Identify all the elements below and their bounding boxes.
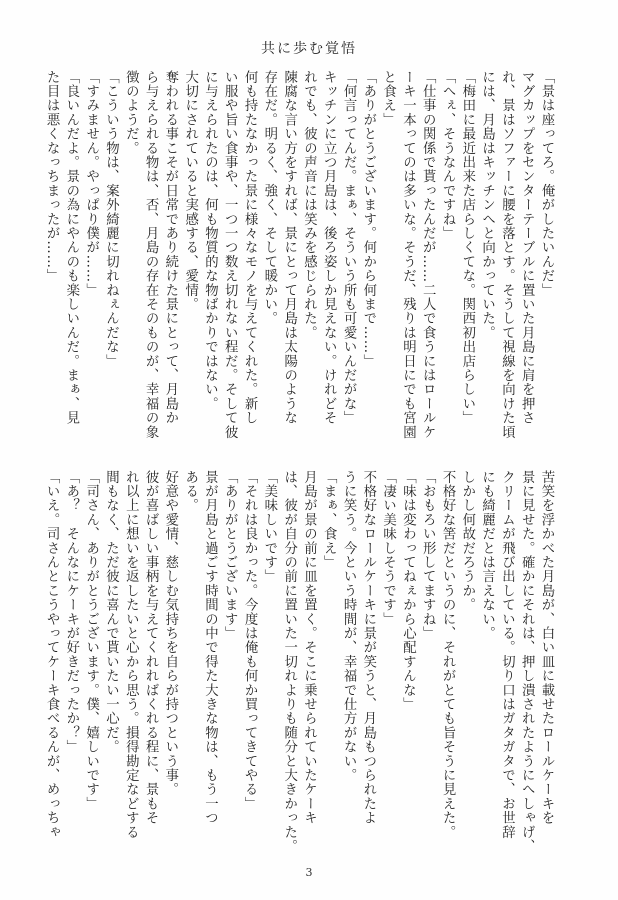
text-column: 苦笑を浮かべた月島が、白い皿に載せたロールケーキを — [539, 470, 554, 825]
text-column: は、彼が自分の前に置いた一切れよりも随分と大きかった。 — [281, 470, 297, 854]
text-column: にも綺麗だとは言えない。 — [479, 470, 495, 641]
text-column: 存在だ。明るく、強く、そして暖かい。 — [261, 70, 277, 326]
text-column: れ、景はソファーに腰を落とす。そうして視線を向けた頃 — [499, 70, 515, 440]
text-column: 好意や愛情、慈しむ気持ちを自らが持つという事。 — [162, 470, 178, 797]
text-column: 景が月島と過ごす時間の中で得た大きな物は、もう一つ — [202, 470, 218, 825]
text-column: 陳腐な言い方をすれば、景にとって月島は太陽のような — [281, 70, 297, 425]
text-column: と食え」 — [380, 70, 396, 127]
text-column: キッチンに立つ月島は、後ろ姿しか見えない。けれどそ — [321, 70, 337, 425]
text-column: 「すみません。やっぱり僕が……」 — [83, 70, 99, 298]
text-column: 「へぇ、そうなんですね」 — [440, 70, 456, 241]
text-column: れ以上に想いを返したいと心から思う。損得勘定などする — [123, 470, 139, 840]
text-block-top — [41, 70, 556, 454]
chapter-title: 共に歩む覚悟 — [261, 41, 357, 57]
text-column: 「司さん、ありがとうございます。僕、嬉しいです」 — [83, 470, 99, 811]
text-column: 「凄い美味しそうです」 — [380, 470, 396, 627]
text-column: 景に見せた。確かにそれは、押し潰されたようにへしゃげ、 — [519, 470, 535, 854]
text-column: マグカップをセンターテーブルに置いた月島に肩を押さ — [519, 70, 535, 425]
page-number: 3 — [305, 866, 313, 879]
text-column: 月島が景の前に皿を置く。そこに乗せられていたケーキ — [301, 470, 317, 825]
text-column: 奪われる事こそが日常であり続けた景にとって、月島か — [162, 70, 178, 425]
text-column: 不格好なロールケーキに景が笑うと、月島もつられたよ — [360, 470, 376, 825]
text-column: 「味は変わってねぇから心配すんな」 — [400, 470, 416, 712]
text-column: 「梅田に最近出来た店らしくてな。関西初出店らしい」 — [459, 70, 475, 425]
text-column: うに笑う。今という時間が、幸福で仕方がない。 — [341, 470, 357, 783]
text-column: た目は悪くなっちまったが……」 — [44, 70, 60, 283]
text-column: 「仕事の関係で貰ったんだが……二人で食うにはロールケ — [420, 70, 436, 440]
text-block-bottom — [41, 470, 556, 854]
text-column: しかし何故だろうか。 — [459, 470, 475, 612]
text-column: 「まぁ、食え」 — [321, 470, 337, 570]
text-column: ある。 — [182, 470, 198, 513]
text-column: には、月島はキッチンへと向かっていた。 — [479, 70, 495, 340]
text-column: 「おもろい形してますね」 — [420, 470, 436, 641]
text-column: ーキ一本ってのは多いな。そうだ、残りは明日にでも宮園 — [400, 70, 416, 440]
text-column: に与えられたのは、何も物質的な物ばかりではない。 — [202, 70, 218, 411]
text-column: 何も持たなかった景に様々なモノを与えてくれた。新し — [242, 70, 258, 425]
text-column: クリームが飛び出している。切り口はガタガタで、お世辞 — [499, 470, 515, 840]
text-column: 「美味しいです」 — [261, 470, 277, 584]
text-column: 「あ？ そんなにケーキが好きだったか？」 — [63, 470, 79, 754]
text-column: 不格好な筈だというのに、それがとても旨そうに見えた。 — [440, 470, 456, 840]
text-column: 彼が喜ばしい事柄を与えてくれればくれる程に、景もそ — [143, 470, 159, 825]
text-column: 「いえ。司さんとこうやってケーキ食べるんが、めっちゃ — [44, 470, 60, 840]
text-column: 「何言ってんだ。まぁ、そういう所も可愛いんだがな」 — [341, 70, 357, 425]
text-column: 「ありがとうございます。何から何まで……」 — [360, 70, 376, 369]
text-column: 徴のようだ。 — [123, 70, 139, 156]
text-column: 大切にされていると実感する、愛情。 — [182, 70, 198, 312]
text-column: い服や旨い食事や、一つ一つ数え切れない程だ。そして彼 — [222, 70, 238, 440]
text-column: 「こういう物は、案外綺麗に切れねぇんだな」 — [103, 70, 119, 369]
text-column: 「それは良かった。今度は俺も何か買ってきてやる」 — [242, 470, 258, 811]
text-column: 「良いんだよ。景の為にやんのも楽しいんだ。まぁ、見 — [63, 70, 79, 425]
text-column: 「景は座ってろ。俺がしたいんだ」 — [539, 70, 554, 298]
text-column: 「ありがとうございます」 — [222, 470, 238, 641]
text-column: 間もなく、ただ彼に喜んで貰いたい一心だ。 — [103, 470, 119, 754]
text-column: れでも、彼の声音には笑みを感じられた。 — [301, 70, 317, 340]
text-column: ら与えられる物は、否、月島の存在そのものが、幸福の象 — [143, 70, 159, 440]
